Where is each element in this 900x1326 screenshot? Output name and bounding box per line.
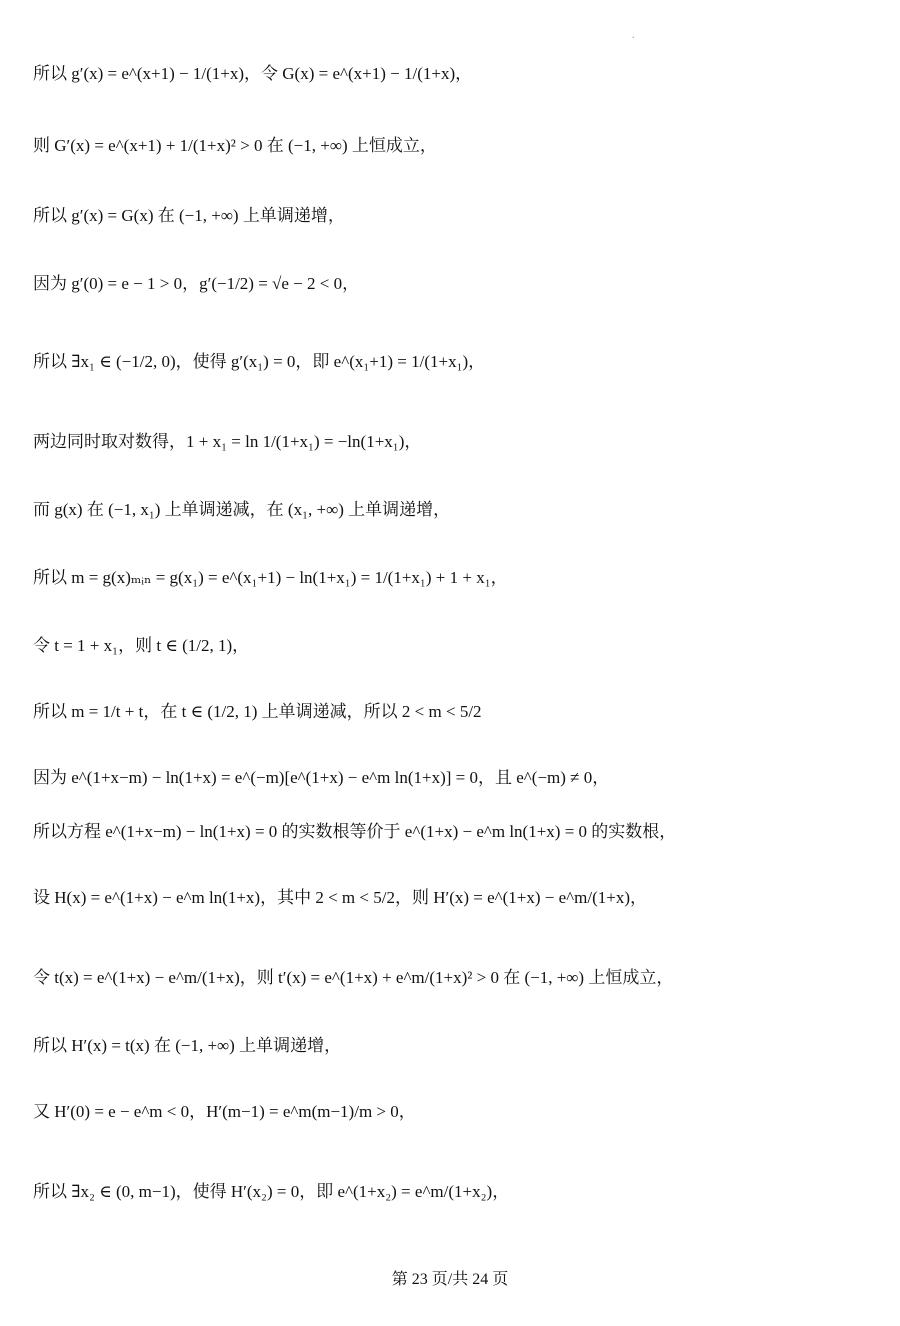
page-footer: 第 23 页/共 24 页 xyxy=(391,1271,509,1288)
line-10: 所以 m = 1/t + t，在 t ∈ (1/2, 1) 上单调递减，所以 2 < m < 5/2 xyxy=(33,702,482,721)
line-11: 因为 e^(1+x−m) − ln(1+x) = e^(−m)[e^(1+x) − e^m ln(1+x)] = 0，且 e^(−m) ≠ 0， xyxy=(33,768,610,787)
line-13: 设 H(x) = e^(1+x) − e^m ln(1+x)，其中 2 < m < 5/2，则 H′(x) = e^(1+x) − e^m/(1+x)， xyxy=(33,888,648,907)
line-16: 又 H′(0) = e − e^m < 0，H′(m−1) = e^m(m−1)/m > 0， xyxy=(33,1102,416,1121)
line-4: 因为 g′(0) = e − 1 > 0，g′(−1/2) = √e − 2 < 0， xyxy=(33,274,360,293)
line-9: 令 t = 1 + x₁，则 t ∈ (1/2, 1)， xyxy=(33,636,250,655)
line-8: 所以 m = g(x)ₘᵢₙ = g(x₁) = e^(x₁+1) − ln(1+x₁) = 1/(1+x₁) + 1 + x₁， xyxy=(33,568,508,587)
line-12: 所以方程 e^(1+x−m) − ln(1+x) = 0 的实数根等价于 e^(1+x) − e^m ln(1+x) = 0 的实数根， xyxy=(33,822,677,841)
line-15: 所以 H′(x) = t(x) 在 (−1, +∞) 上单调递增， xyxy=(33,1036,342,1055)
line-1: 所以 g′(x) = e^(x+1) − 1/(1+x)，令 G(x) = e^(x+1) − 1/(1+x)， xyxy=(33,64,473,83)
corner-mark: . xyxy=(632,30,635,41)
line-5: 所以 ∃x₁ ∈ (−1/2, 0)，使得 g′(x₁) = 0，即 e^(x₁+1) = 1/(1+x₁)， xyxy=(33,352,486,371)
line-14: 令 t(x) = e^(1+x) − e^m/(1+x)，则 t′(x) = e^(1+x) + e^m/(1+x)² > 0 在 (−1, +∞) 上恒成立， xyxy=(33,968,674,987)
line-3: 所以 g′(x) = G(x) 在 (−1, +∞) 上单调递增， xyxy=(33,206,345,225)
line-2: 则 G′(x) = e^(x+1) + 1/(1+x)² > 0 在 (−1, +∞) 上恒成立， xyxy=(33,136,437,155)
line-7: 而 g(x) 在 (−1, x₁) 上单调递减，在 (x₁, +∞) 上单调递增， xyxy=(33,500,451,519)
line-17: 所以 ∃x₂ ∈ (0, m−1)，使得 H′(x₂) = 0，即 e^(1+x₂) = e^m/(1+x₂)， xyxy=(33,1182,510,1201)
line-6: 两边同时取对数得，1 + x₁ = ln 1/(1+x₁) = −ln(1+x₁)， xyxy=(33,432,422,451)
